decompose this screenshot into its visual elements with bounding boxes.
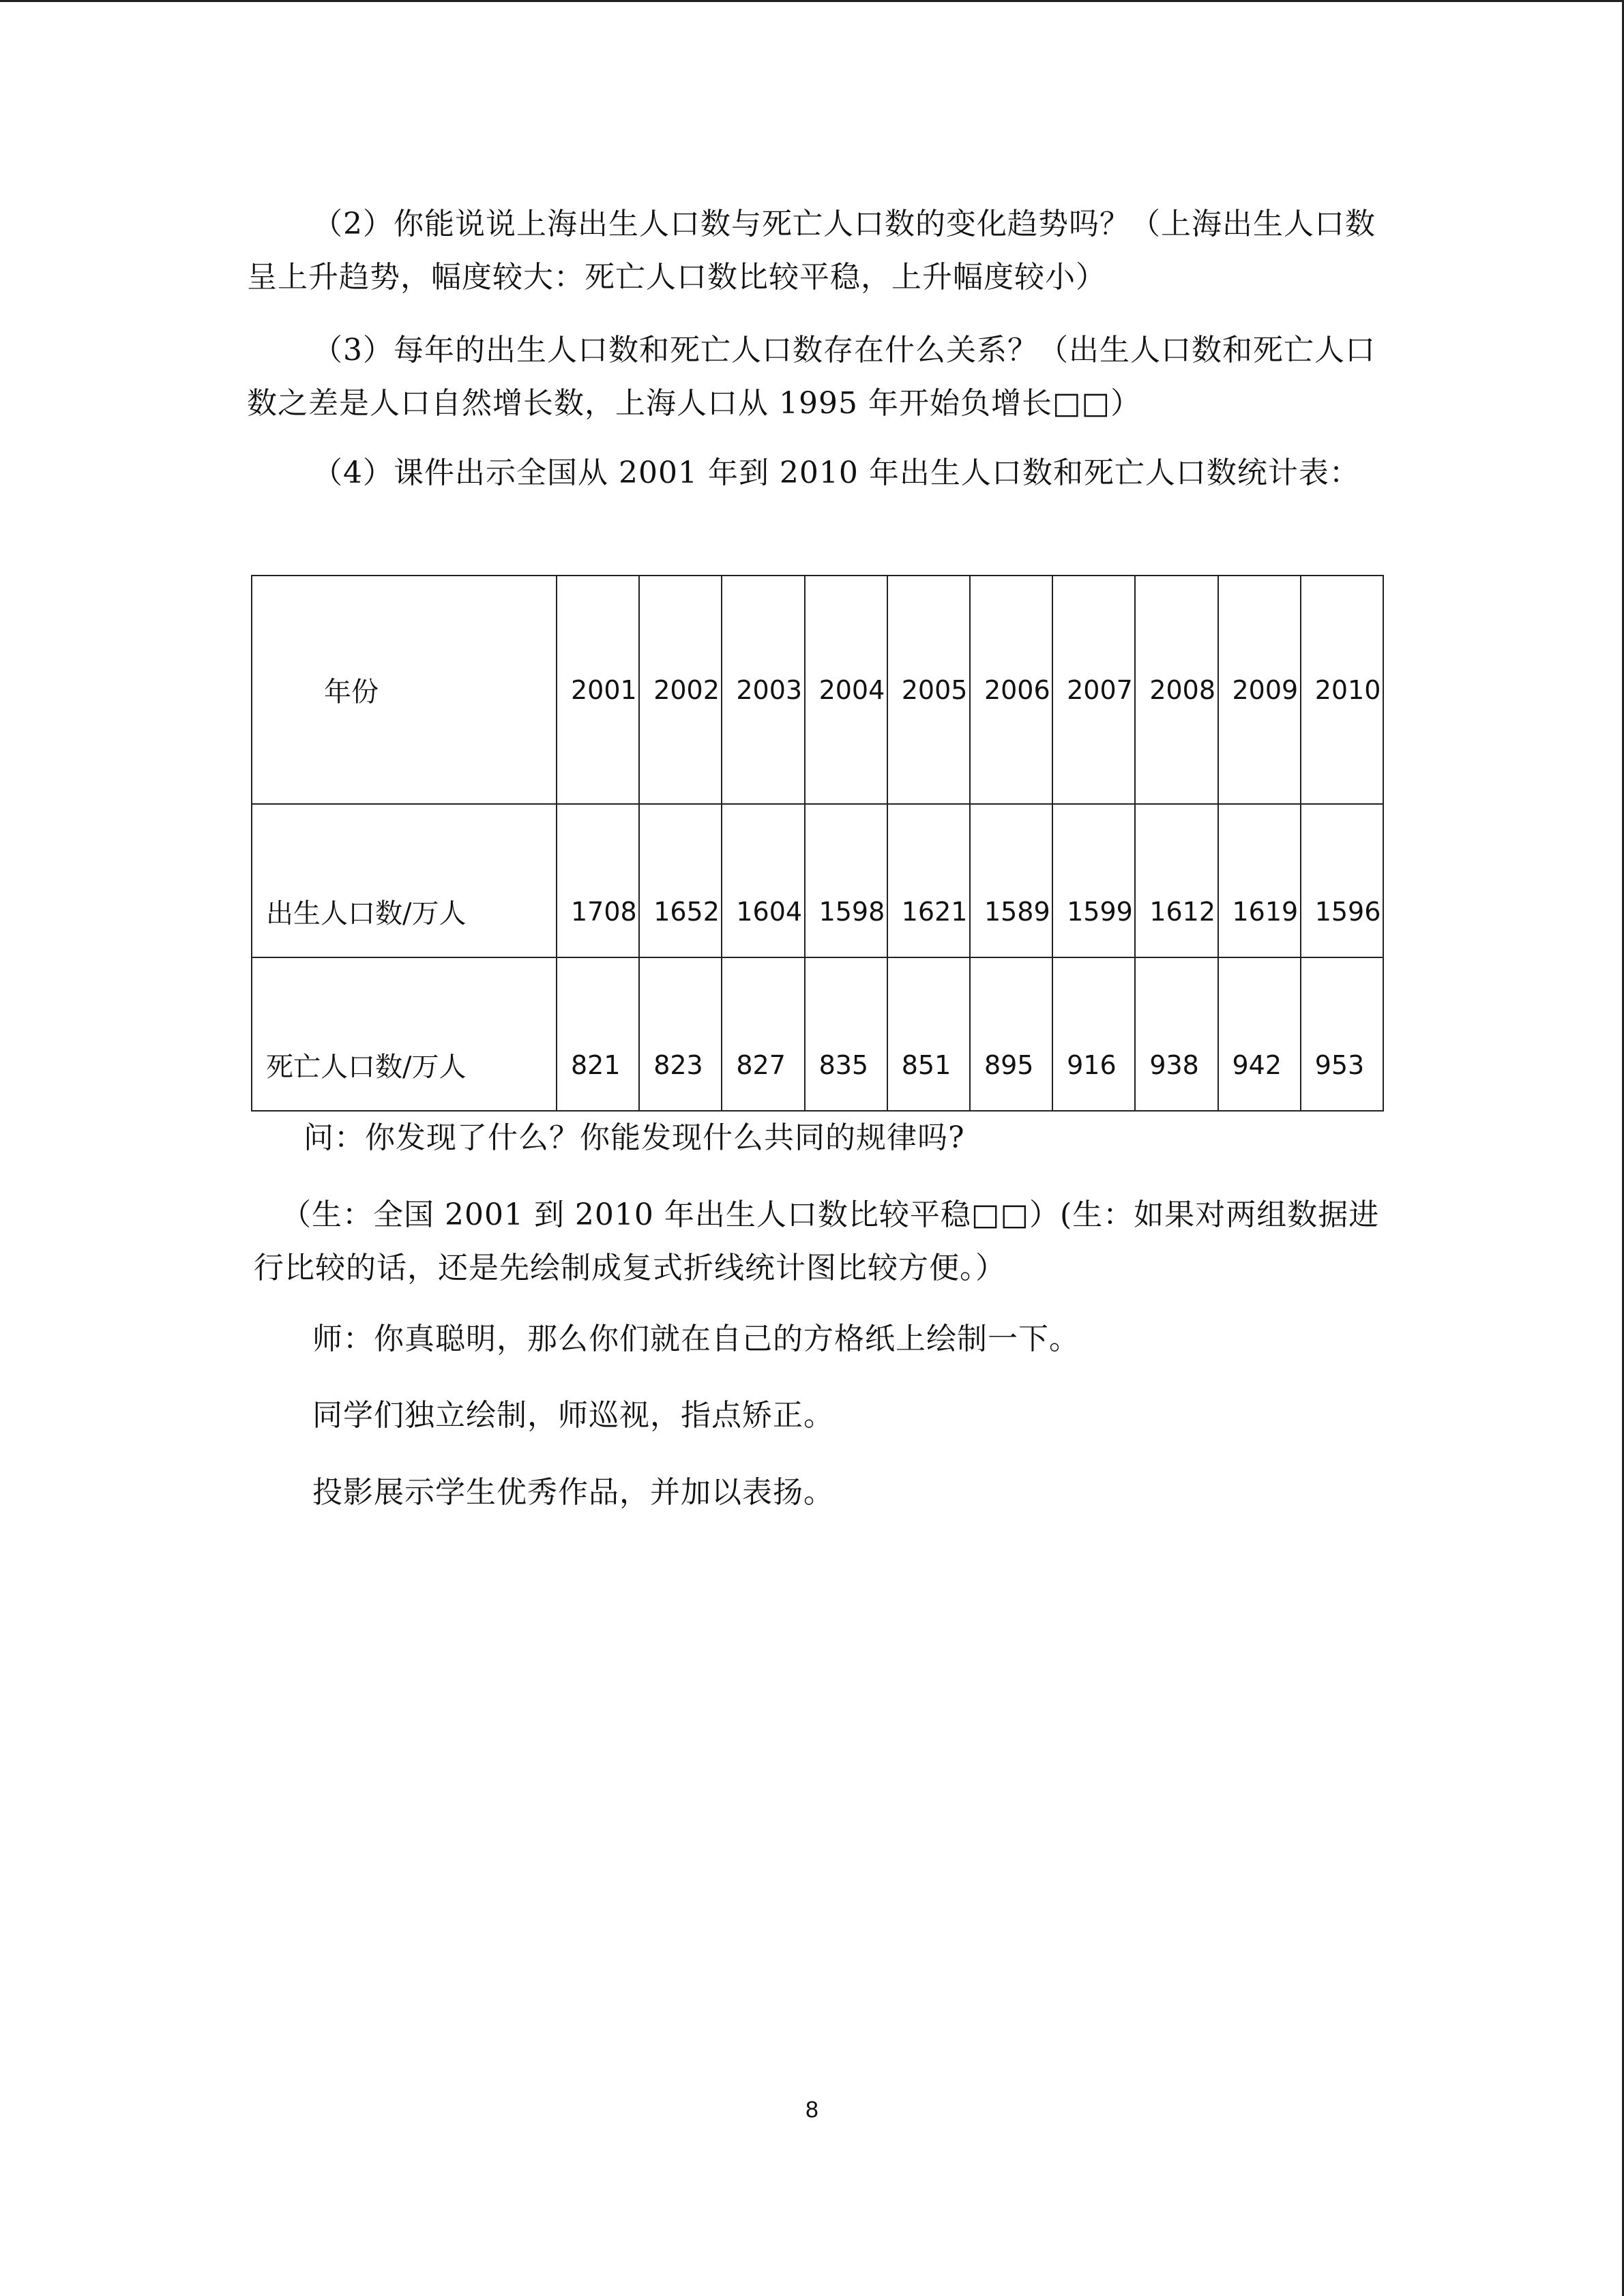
death-cell: 827 xyxy=(722,957,804,1111)
death-cell: 851 xyxy=(887,957,970,1111)
year-cell: 2009 xyxy=(1218,576,1301,804)
table-row-births xyxy=(252,804,1383,957)
birth-cell: 1621 xyxy=(887,804,970,957)
year-header-cell: 年份 xyxy=(252,576,557,804)
top-border-line xyxy=(0,0,1624,2)
paragraph-teacher-remark: 师：你真聪明，那么你们就在自己的方格纸上绘制一下。 xyxy=(312,1322,1080,1356)
page-number: 8 xyxy=(806,2097,818,2123)
death-cell: 823 xyxy=(639,957,722,1111)
birth-header-cell: 出生人口数/万人 xyxy=(252,804,557,957)
year-cell: 2008 xyxy=(1135,576,1217,804)
death-cell: 895 xyxy=(970,957,1052,1111)
paragraph-question-3: （3）每年的出生人口数和死亡人口数存在什么关系？（出生人口数和死亡人口数之差是人口自然增长数，上海人口从 1995 年开始负增长□□） xyxy=(247,333,1376,421)
population-stats-table xyxy=(251,575,1384,1112)
paragraph-question-discover: 问：你发现了什么？你能发现什么共同的规律吗? xyxy=(304,1120,965,1155)
death-cell: 938 xyxy=(1135,957,1217,1111)
birth-cell: 1612 xyxy=(1135,804,1217,957)
paragraph-question-2: （2）你能说说上海出生人口数与死亡人口数的变化趋势吗？（上海出生人口数呈上升趋势，幅度较大：死亡人口数比较平稳，上升幅度较小） xyxy=(247,207,1376,295)
death-header-cell: 死亡人口数/万人 xyxy=(252,957,557,1111)
paragraph-student-answer: （生：全国 2001 到 2010 年出生人口数比较平稳□□）(生：如果对两组数据进行比较的话，还是先绘制成复式折线统计图比较方便。） xyxy=(254,1197,1380,1285)
year-cell: 2006 xyxy=(970,576,1052,804)
death-cell: 916 xyxy=(1052,957,1135,1111)
birth-cell: 1604 xyxy=(722,804,804,957)
death-cell: 953 xyxy=(1301,957,1383,1111)
year-cell: 2007 xyxy=(1052,576,1135,804)
paragraph-projection-display: 投影展示学生优秀作品，并加以表扬。 xyxy=(312,1475,834,1510)
paragraph-independent-drawing: 同学们独立绘制，师巡视，指点矫正。 xyxy=(312,1398,834,1433)
year-cell: 2001 xyxy=(557,576,639,804)
year-cell: 2004 xyxy=(805,576,887,804)
year-cell: 2003 xyxy=(722,576,804,804)
year-cell: 2002 xyxy=(639,576,722,804)
birth-cell: 1598 xyxy=(805,804,887,957)
year-cell: 2010 xyxy=(1301,576,1383,804)
birth-cell: 1708 xyxy=(557,804,639,957)
table-row-years xyxy=(252,576,1383,804)
table-row-deaths xyxy=(252,957,1383,1111)
birth-cell: 1652 xyxy=(639,804,722,957)
death-cell: 835 xyxy=(805,957,887,1111)
death-cell: 942 xyxy=(1218,957,1301,1111)
year-cell: 2005 xyxy=(887,576,970,804)
birth-cell: 1589 xyxy=(970,804,1052,957)
birth-cell: 1619 xyxy=(1218,804,1301,957)
death-cell: 821 xyxy=(557,957,639,1111)
birth-cell: 1596 xyxy=(1301,804,1383,957)
paragraph-question-4: （4）课件出示全国从 2001 年到 2010 年出生人口数和死亡人口数统计表： xyxy=(312,456,1360,490)
birth-cell: 1599 xyxy=(1052,804,1135,957)
